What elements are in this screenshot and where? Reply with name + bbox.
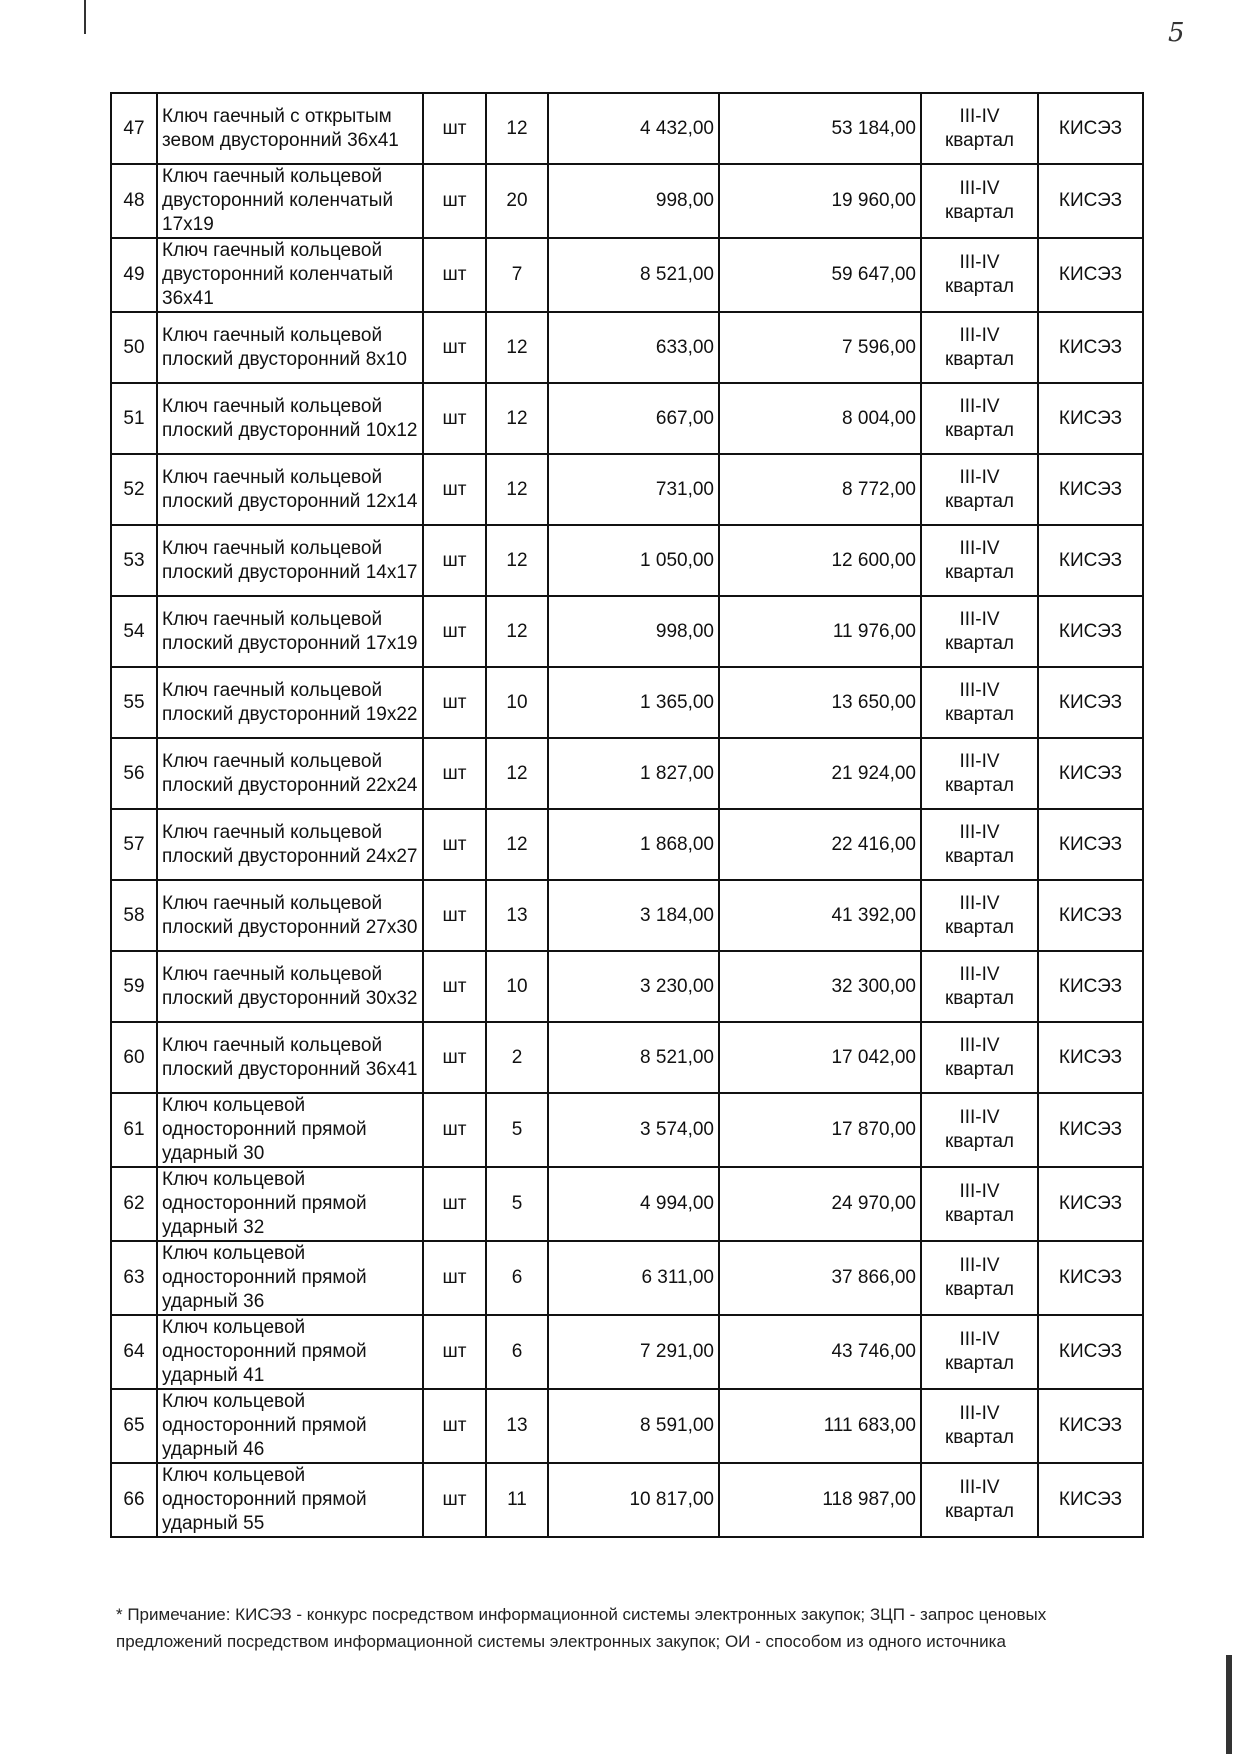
cell-num: 57 bbox=[111, 809, 157, 880]
cell-num: 62 bbox=[111, 1167, 157, 1241]
cell-method: КИСЭЗ bbox=[1038, 951, 1143, 1022]
cell-method: КИСЭЗ bbox=[1038, 238, 1143, 312]
cell-qty: 20 bbox=[486, 164, 548, 238]
cell-qty: 12 bbox=[486, 809, 548, 880]
cell-price: 6 311,00 bbox=[548, 1241, 719, 1315]
cell-price: 10 817,00 bbox=[548, 1463, 719, 1537]
table-row bbox=[111, 93, 1143, 164]
cell-name: Ключ гаечный кольцевой плоский двусторонний 19х22 bbox=[157, 667, 423, 738]
cell-total: 41 392,00 bbox=[719, 880, 921, 951]
cell-qty: 12 bbox=[486, 312, 548, 383]
cell-total: 11 976,00 bbox=[719, 596, 921, 667]
cell-unit: шт bbox=[423, 383, 486, 454]
cell-num: 65 bbox=[111, 1389, 157, 1463]
cell-price: 7 291,00 bbox=[548, 1315, 719, 1389]
cell-num: 51 bbox=[111, 383, 157, 454]
table-row bbox=[111, 383, 1143, 454]
cell-num: 47 bbox=[111, 93, 157, 164]
cell-unit: шт bbox=[423, 454, 486, 525]
cell-name: Ключ гаечный с открытым зевом двусторонний 36х41 bbox=[157, 93, 423, 164]
cell-unit: шт bbox=[423, 1241, 486, 1315]
cell-qty: 10 bbox=[486, 951, 548, 1022]
cell-unit: шт bbox=[423, 738, 486, 809]
cell-unit: шт bbox=[423, 1463, 486, 1537]
cell-unit: шт bbox=[423, 164, 486, 238]
cell-price: 633,00 bbox=[548, 312, 719, 383]
cell-period: III-IV квартал bbox=[921, 596, 1038, 667]
cell-period: III-IV квартал bbox=[921, 880, 1038, 951]
cell-num: 55 bbox=[111, 667, 157, 738]
cell-method: КИСЭЗ bbox=[1038, 93, 1143, 164]
cell-total: 32 300,00 bbox=[719, 951, 921, 1022]
table-row bbox=[111, 238, 1143, 312]
cell-name: Ключ гаечный кольцевой плоский двусторонний 36х41 bbox=[157, 1022, 423, 1093]
cell-price: 667,00 bbox=[548, 383, 719, 454]
cell-name: Ключ кольцевой односторонний прямой ударный 30 bbox=[157, 1093, 423, 1167]
cell-name: Ключ гаечный кольцевой плоский двусторонний 27х30 bbox=[157, 880, 423, 951]
cell-name: Ключ гаечный кольцевой плоский двусторонний 10х12 bbox=[157, 383, 423, 454]
cell-price: 731,00 bbox=[548, 454, 719, 525]
cell-num: 53 bbox=[111, 525, 157, 596]
cell-method: КИСЭЗ bbox=[1038, 738, 1143, 809]
cell-num: 56 bbox=[111, 738, 157, 809]
cell-method: КИСЭЗ bbox=[1038, 1022, 1143, 1093]
cell-method: КИСЭЗ bbox=[1038, 809, 1143, 880]
cell-qty: 5 bbox=[486, 1167, 548, 1241]
cell-period: III-IV квартал bbox=[921, 454, 1038, 525]
cell-unit: шт bbox=[423, 596, 486, 667]
cell-period: III-IV квартал bbox=[921, 667, 1038, 738]
cell-price: 1 868,00 bbox=[548, 809, 719, 880]
cell-price: 8 521,00 bbox=[548, 238, 719, 312]
cell-period: III-IV квартал bbox=[921, 809, 1038, 880]
cell-price: 3 184,00 bbox=[548, 880, 719, 951]
cell-name: Ключ гаечный кольцевой плоский двусторонний 12х14 bbox=[157, 454, 423, 525]
cell-name: Ключ кольцевой односторонний прямой ударный 55 bbox=[157, 1463, 423, 1537]
cell-qty: 11 bbox=[486, 1463, 548, 1537]
cell-num: 63 bbox=[111, 1241, 157, 1315]
cell-total: 17 870,00 bbox=[719, 1093, 921, 1167]
cell-period: III-IV квартал bbox=[921, 1093, 1038, 1167]
cell-name: Ключ кольцевой односторонний прямой ударный 41 bbox=[157, 1315, 423, 1389]
cell-total: 37 866,00 bbox=[719, 1241, 921, 1315]
cell-num: 61 bbox=[111, 1093, 157, 1167]
cell-price: 1 365,00 bbox=[548, 667, 719, 738]
cell-price: 8 521,00 bbox=[548, 1022, 719, 1093]
cell-period: III-IV квартал bbox=[921, 738, 1038, 809]
cell-method: КИСЭЗ bbox=[1038, 1389, 1143, 1463]
cell-name: Ключ гаечный кольцевой двусторонний коленчатый 17х19 bbox=[157, 164, 423, 238]
cell-qty: 2 bbox=[486, 1022, 548, 1093]
scan-edge-mark bbox=[84, 0, 86, 34]
cell-period: III-IV квартал bbox=[921, 238, 1038, 312]
cell-num: 60 bbox=[111, 1022, 157, 1093]
cell-total: 24 970,00 bbox=[719, 1167, 921, 1241]
scan-edge-mark bbox=[1226, 1655, 1232, 1754]
cell-price: 3 230,00 bbox=[548, 951, 719, 1022]
cell-qty: 6 bbox=[486, 1241, 548, 1315]
cell-name: Ключ гаечный кольцевой плоский двусторонний 22х24 bbox=[157, 738, 423, 809]
cell-method: КИСЭЗ bbox=[1038, 1093, 1143, 1167]
cell-name: Ключ гаечный кольцевой плоский двусторонний 24х27 bbox=[157, 809, 423, 880]
cell-unit: шт bbox=[423, 1167, 486, 1241]
cell-price: 1 827,00 bbox=[548, 738, 719, 809]
cell-total: 17 042,00 bbox=[719, 1022, 921, 1093]
table-row bbox=[111, 1022, 1143, 1093]
cell-name: Ключ гаечный кольцевой плоский двусторонний 14х17 bbox=[157, 525, 423, 596]
cell-period: III-IV квартал bbox=[921, 951, 1038, 1022]
cell-name: Ключ кольцевой односторонний прямой ударный 46 bbox=[157, 1389, 423, 1463]
cell-unit: шт bbox=[423, 809, 486, 880]
cell-num: 59 bbox=[111, 951, 157, 1022]
cell-method: КИСЭЗ bbox=[1038, 1167, 1143, 1241]
table-row bbox=[111, 1241, 1143, 1315]
cell-qty: 6 bbox=[486, 1315, 548, 1389]
cell-unit: шт bbox=[423, 1389, 486, 1463]
cell-period: III-IV квартал bbox=[921, 164, 1038, 238]
cell-unit: шт bbox=[423, 880, 486, 951]
cell-qty: 12 bbox=[486, 93, 548, 164]
table-row bbox=[111, 525, 1143, 596]
cell-qty: 13 bbox=[486, 880, 548, 951]
cell-total: 12 600,00 bbox=[719, 525, 921, 596]
cell-qty: 12 bbox=[486, 738, 548, 809]
cell-qty: 5 bbox=[486, 1093, 548, 1167]
cell-total: 8 004,00 bbox=[719, 383, 921, 454]
cell-total: 13 650,00 bbox=[719, 667, 921, 738]
cell-total: 43 746,00 bbox=[719, 1315, 921, 1389]
cell-total: 19 960,00 bbox=[719, 164, 921, 238]
cell-period: III-IV квартал bbox=[921, 312, 1038, 383]
cell-price: 3 574,00 bbox=[548, 1093, 719, 1167]
cell-period: III-IV квартал bbox=[921, 1389, 1038, 1463]
cell-qty: 10 bbox=[486, 667, 548, 738]
cell-period: III-IV квартал bbox=[921, 93, 1038, 164]
cell-num: 66 bbox=[111, 1463, 157, 1537]
cell-name: Ключ кольцевой односторонний прямой ударный 36 bbox=[157, 1241, 423, 1315]
cell-price: 4 432,00 bbox=[548, 93, 719, 164]
cell-total: 111 683,00 bbox=[719, 1389, 921, 1463]
table-row bbox=[111, 1167, 1143, 1241]
cell-method: КИСЭЗ bbox=[1038, 525, 1143, 596]
cell-method: КИСЭЗ bbox=[1038, 1241, 1143, 1315]
cell-qty: 13 bbox=[486, 1389, 548, 1463]
cell-qty: 12 bbox=[486, 454, 548, 525]
cell-price: 8 591,00 bbox=[548, 1389, 719, 1463]
cell-num: 54 bbox=[111, 596, 157, 667]
cell-unit: шт bbox=[423, 951, 486, 1022]
table-row bbox=[111, 454, 1143, 525]
cell-num: 64 bbox=[111, 1315, 157, 1389]
cell-price: 4 994,00 bbox=[548, 1167, 719, 1241]
cell-period: III-IV квартал bbox=[921, 1241, 1038, 1315]
cell-unit: шт bbox=[423, 312, 486, 383]
cell-name: Ключ кольцевой односторонний прямой ударный 32 bbox=[157, 1167, 423, 1241]
cell-total: 7 596,00 bbox=[719, 312, 921, 383]
cell-num: 48 bbox=[111, 164, 157, 238]
cell-period: III-IV квартал bbox=[921, 383, 1038, 454]
cell-qty: 7 bbox=[486, 238, 548, 312]
cell-method: КИСЭЗ bbox=[1038, 667, 1143, 738]
table-row bbox=[111, 1463, 1143, 1537]
cell-method: КИСЭЗ bbox=[1038, 312, 1143, 383]
table-row bbox=[111, 1093, 1143, 1167]
cell-method: КИСЭЗ bbox=[1038, 596, 1143, 667]
table-row bbox=[111, 880, 1143, 951]
cell-total: 21 924,00 bbox=[719, 738, 921, 809]
cell-unit: шт bbox=[423, 1315, 486, 1389]
cell-period: III-IV квартал bbox=[921, 1022, 1038, 1093]
cell-method: КИСЭЗ bbox=[1038, 454, 1143, 525]
cell-total: 59 647,00 bbox=[719, 238, 921, 312]
cell-name: Ключ гаечный кольцевой плоский двусторонний 30х32 bbox=[157, 951, 423, 1022]
table-row bbox=[111, 809, 1143, 880]
cell-unit: шт bbox=[423, 667, 486, 738]
cell-total: 8 772,00 bbox=[719, 454, 921, 525]
cell-total: 53 184,00 bbox=[719, 93, 921, 164]
table-row bbox=[111, 1389, 1143, 1463]
cell-price: 1 050,00 bbox=[548, 525, 719, 596]
cell-price: 998,00 bbox=[548, 596, 719, 667]
cell-name: Ключ гаечный кольцевой плоский двусторонний 17х19 bbox=[157, 596, 423, 667]
table-row bbox=[111, 164, 1143, 238]
cell-period: III-IV квартал bbox=[921, 1463, 1038, 1537]
page-number: 5 bbox=[1168, 18, 1185, 48]
cell-unit: шт bbox=[423, 238, 486, 312]
cell-price: 998,00 bbox=[548, 164, 719, 238]
cell-name: Ключ гаечный кольцевой плоский двусторонний 8х10 bbox=[157, 312, 423, 383]
table-body bbox=[111, 93, 1143, 1537]
cell-qty: 12 bbox=[486, 596, 548, 667]
table-row bbox=[111, 667, 1143, 738]
procurement-table bbox=[110, 92, 1144, 1538]
cell-unit: шт bbox=[423, 1093, 486, 1167]
table-row bbox=[111, 738, 1143, 809]
cell-unit: шт bbox=[423, 93, 486, 164]
cell-method: КИСЭЗ bbox=[1038, 1463, 1143, 1537]
cell-period: III-IV квартал bbox=[921, 1315, 1038, 1389]
cell-qty: 12 bbox=[486, 525, 548, 596]
cell-method: КИСЭЗ bbox=[1038, 880, 1143, 951]
footnote: * Примечание: КИСЭЗ - конкурс посредством информационной системы электронных закупок; ЗЦП - запрос ценовых предложений посредством информационной системы электронных закупок; ОИ - способом из одного источника bbox=[116, 1605, 1047, 1651]
cell-num: 49 bbox=[111, 238, 157, 312]
cell-total: 118 987,00 bbox=[719, 1463, 921, 1537]
cell-unit: шт bbox=[423, 1022, 486, 1093]
cell-total: 22 416,00 bbox=[719, 809, 921, 880]
cell-num: 58 bbox=[111, 880, 157, 951]
cell-unit: шт bbox=[423, 525, 486, 596]
table-row bbox=[111, 1315, 1143, 1389]
cell-num: 52 bbox=[111, 454, 157, 525]
table-row bbox=[111, 596, 1143, 667]
cell-method: КИСЭЗ bbox=[1038, 164, 1143, 238]
cell-method: КИСЭЗ bbox=[1038, 1315, 1143, 1389]
cell-method: КИСЭЗ bbox=[1038, 383, 1143, 454]
cell-period: III-IV квартал bbox=[921, 1167, 1038, 1241]
cell-name: Ключ гаечный кольцевой двусторонний коленчатый 36х41 bbox=[157, 238, 423, 312]
cell-period: III-IV квартал bbox=[921, 525, 1038, 596]
table-row bbox=[111, 951, 1143, 1022]
cell-num: 50 bbox=[111, 312, 157, 383]
cell-qty: 12 bbox=[486, 383, 548, 454]
table-row bbox=[111, 312, 1143, 383]
